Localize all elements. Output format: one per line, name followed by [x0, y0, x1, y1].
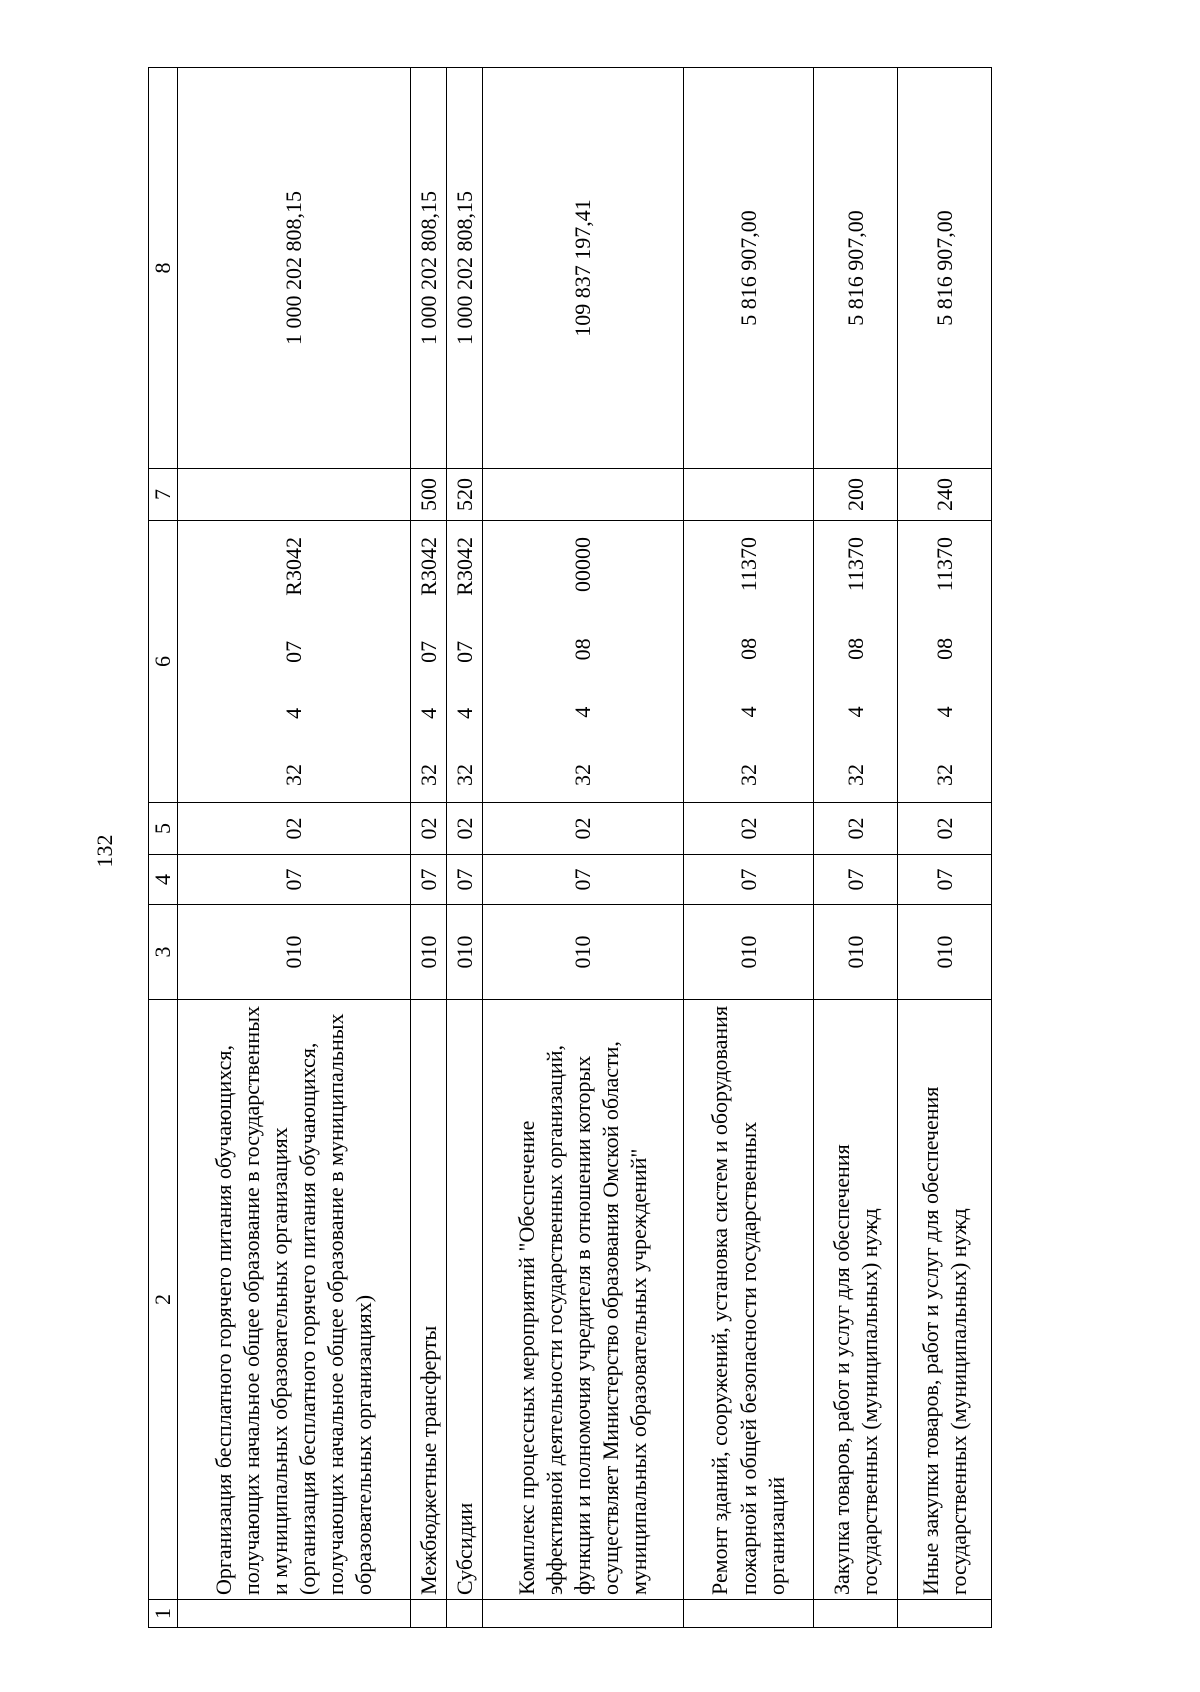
admin-code-cell: 010	[411, 905, 447, 1000]
row-number-cell	[411, 1600, 447, 1628]
target-code-part: R3042	[415, 537, 441, 596]
page-number: 132	[92, 834, 117, 868]
subsection-code-cell: 02	[411, 803, 447, 855]
target-code-part: 08	[570, 638, 596, 661]
section-code-cell: 07	[411, 855, 447, 905]
target-code-part: 32	[735, 764, 761, 786]
target-code-part: 4	[451, 707, 477, 719]
item-name-cell: Субсидии	[447, 1000, 483, 1600]
target-code-part: 08	[735, 637, 761, 660]
section-code-cell: 07	[814, 855, 898, 905]
expense-type-cell: 520	[447, 469, 483, 521]
target-code-cell	[898, 521, 992, 803]
subsection-code-cell: 02	[684, 803, 814, 855]
target-code-part: 32	[931, 764, 957, 786]
table-row	[483, 68, 684, 1628]
item-name-cell: Межбюджетные трансферты	[411, 1000, 447, 1600]
target-code-part: 4	[842, 706, 868, 718]
section-code-cell: 07	[178, 855, 411, 905]
row-number-cell	[447, 1600, 483, 1628]
header-col-6: 6	[149, 521, 178, 803]
admin-code-cell: 010	[447, 905, 483, 1000]
header-col-3: 3	[149, 905, 178, 1000]
target-code-part: 08	[842, 637, 868, 660]
amount-cell: 109 837 197,41	[483, 68, 684, 469]
item-name-cell: Закупка товаров, работ и услуг для обеспечения государственных (муниципальных) нужд	[814, 1000, 898, 1600]
row-number-cell	[483, 1600, 684, 1628]
amount-cell: 5 816 907,00	[684, 68, 814, 469]
item-name-cell: Иные закупки товаров, работ и услуг для обеспечения государственных (муниципальных) нужд	[898, 1000, 992, 1600]
item-name-cell: Организация бесплатного горячего питания обучающихся, получающих начальное общее образование в государственных и муниципальных образовательных организациях (организация бесплатного горячего питания обучающихся, получающих начальное общее образование в муниципальных образовательных организациях)	[178, 1000, 411, 1600]
target-code-part: 4	[931, 706, 957, 718]
section-code-cell: 07	[483, 855, 684, 905]
section-code-cell: 07	[447, 855, 483, 905]
section-code-cell: 07	[684, 855, 814, 905]
target-code-part: 32	[415, 764, 441, 786]
target-code-part: 4	[735, 706, 761, 718]
amount-cell: 5 816 907,00	[814, 68, 898, 469]
budget-table	[148, 67, 992, 1628]
subsection-code-cell: 02	[898, 803, 992, 855]
header-col-5: 5	[149, 803, 178, 855]
header-col-4: 4	[149, 855, 178, 905]
target-code-part: 07	[415, 640, 441, 663]
row-number-cell	[898, 1600, 992, 1628]
target-code-part: 32	[570, 764, 596, 786]
row-number-cell	[684, 1600, 814, 1628]
target-code-cell	[483, 521, 684, 803]
header-col-8: 8	[149, 68, 178, 469]
target-code-cell	[411, 521, 447, 803]
item-name-cell: Ремонт зданий, сооружений, установка систем и оборудования пожарной и общей безопасности государственных организаций	[684, 1000, 814, 1600]
expense-type-cell	[178, 469, 411, 521]
target-code-part: 32	[281, 764, 307, 786]
amount-cell: 1 000 202 808,15	[411, 68, 447, 469]
expense-type-cell: 240	[898, 469, 992, 521]
amount-cell: 1 000 202 808,15	[178, 68, 411, 469]
header-row	[149, 68, 178, 1628]
subsection-code-cell: 02	[814, 803, 898, 855]
target-code-part: 00000	[570, 537, 596, 593]
header-col-7: 7	[149, 469, 178, 521]
expense-type-cell: 200	[814, 469, 898, 521]
header-col-2: 2	[149, 1000, 178, 1600]
table-row	[684, 68, 814, 1628]
subsection-code-cell: 02	[447, 803, 483, 855]
target-code-part: 07	[281, 640, 307, 663]
subsection-code-cell: 02	[178, 803, 411, 855]
section-code-cell: 07	[898, 855, 992, 905]
row-number-cell	[178, 1600, 411, 1628]
amount-cell: 1 000 202 808,15	[447, 68, 483, 469]
target-code-part: 07	[451, 640, 477, 663]
table-row	[814, 68, 898, 1628]
target-code-part: 4	[415, 707, 441, 719]
target-code-part: 32	[451, 764, 477, 786]
target-code-cell	[814, 521, 898, 803]
target-code-cell	[447, 521, 483, 803]
row-number-cell	[814, 1600, 898, 1628]
admin-code-cell: 010	[483, 905, 684, 1000]
admin-code-cell: 010	[814, 905, 898, 1000]
target-code-part: 32	[842, 764, 868, 786]
target-code-part: 11370	[931, 537, 957, 592]
admin-code-cell: 010	[898, 905, 992, 1000]
budget-table-rotated	[148, 68, 1043, 1628]
target-code-part: R3042	[451, 537, 477, 596]
table-row	[178, 68, 411, 1628]
expense-type-cell	[684, 469, 814, 521]
table-row	[898, 68, 992, 1628]
subsection-code-cell: 02	[483, 803, 684, 855]
target-code-part: R3042	[281, 537, 307, 596]
amount-cell: 5 816 907,00	[898, 68, 992, 469]
header-col-1: 1	[149, 1600, 178, 1628]
table-row	[447, 68, 483, 1628]
target-code-part: 11370	[842, 537, 868, 592]
admin-code-cell: 010	[684, 905, 814, 1000]
target-code-part: 08	[931, 637, 957, 660]
target-code-part: 4	[281, 707, 307, 719]
target-code-cell	[684, 521, 814, 803]
admin-code-cell: 010	[178, 905, 411, 1000]
target-code-cell	[178, 521, 411, 803]
expense-type-cell	[483, 469, 684, 521]
target-code-part: 4	[570, 706, 596, 718]
target-code-part: 11370	[735, 537, 761, 592]
item-name-cell: Комплекс процессных мероприятий "Обеспечение эффективной деятельности государственных организаций, функции и полномочия учредителя в отношении которых осуществляет Министерство образования Омской области, муниципальных образовательных учреждений"	[483, 1000, 684, 1600]
expense-type-cell: 500	[411, 469, 447, 521]
table-row	[411, 68, 447, 1628]
